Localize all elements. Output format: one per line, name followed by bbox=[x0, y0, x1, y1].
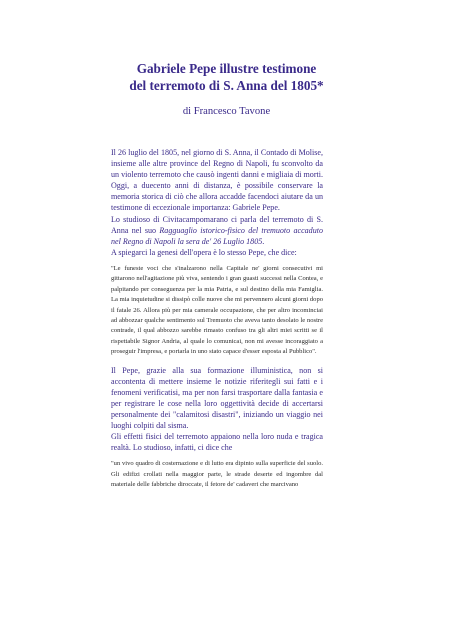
paragraph-3: A spiegarci la genesi dell'opera è lo stesso Pepe, che dice: bbox=[111, 247, 297, 257]
article-body bbox=[111, 147, 323, 491]
title-line-1: Gabriele Pepe illustre testimone bbox=[136, 61, 317, 76]
title-line-2: del terremoto di S. Anna del 1805* bbox=[129, 78, 324, 93]
paragraph-4: Il Pepe, grazie alla sua formazione illuministica, non si accontenta di mettere insieme le notizie riferitegli sui fatti e i fenomeni verificatisi, ma per non farsi trasportare dalla fantasia e per registrare le cose nella loro oggettività decide di accertarsi personalmente dei "calamitosi disastri", iniziando un viaggio nei luoghi colpiti dal sisma. bbox=[111, 365, 323, 431]
paragraph-5: Gli effetti fisici del terremoto appaiono nella loro nuda e tragica realtà. Lo studioso, infatti, ci dice che bbox=[111, 432, 323, 453]
paragraph-2 bbox=[111, 214, 323, 247]
work-title: Ragguaglio istorico-fisico del tremuoto accaduto nel Regno di Napoli la sera de' 26 Luglio 1805 bbox=[111, 225, 323, 246]
quote-1: "Le funeste voci che s'inalzarono nella Capitale ne' giorni consecutivi mi gittarono nell'agitazione più viva, sentendo i gran guasti successi nella Contea, e palpitando per conseguenza per la mia Patria, e sul destino della mia Famiglia. La mia inquietudine si dissipò colle nuove che mi pervennero alcuni giorni dopo il fatale 26. Allora più per mia camerale occupazione, che per altro incominciai ad abbozzar qualche sentimento sul Tremuoto che aveva tanto desolato le nostre contrade, il qual abbozzo sarebbe rimasto confuso tra gli altri miei scritti se il rispettabile Signor Andria, al quale lo comunicai, non mi avesse incoraggiato a proseguir l'impresa, e portarla in uno stato capace d'esser esposta al Pubblico". bbox=[111, 264, 323, 356]
paragraph-1: Il 26 luglio del 1805, nel giorno di S. Anna, il Contado di Molise, insieme alle altre province del Regno di Napoli, fu sconvolto da un violento terremoto che causò ingenti danni e migliaia di morti. Oggi, a duecento anni di distanza, è possibile conservare la memoria storica di ciò che allora accadde facendoci aiutare da un testimone di eccezionale importanza: Gabriele Pepe. bbox=[111, 148, 323, 213]
quote-2: "un vivo quadro di costernazione e di lutto era dipinto sulla superficie del suolo. Gli edifizi crollati nella maggior parte, le strade deserte ed ingombre dal materiale delle fabbriche diroccate, il fetore de' cadaveri che marcivano bbox=[111, 460, 323, 489]
paragraph-2-end: . bbox=[262, 236, 265, 246]
paragraph-2-intro: Lo studioso di Civitacampomarano ci parla del terremoto di S. Anna nel suo bbox=[111, 214, 323, 235]
author-line: di Francesco Tavone bbox=[182, 106, 271, 117]
article-title bbox=[0, 60, 453, 94]
